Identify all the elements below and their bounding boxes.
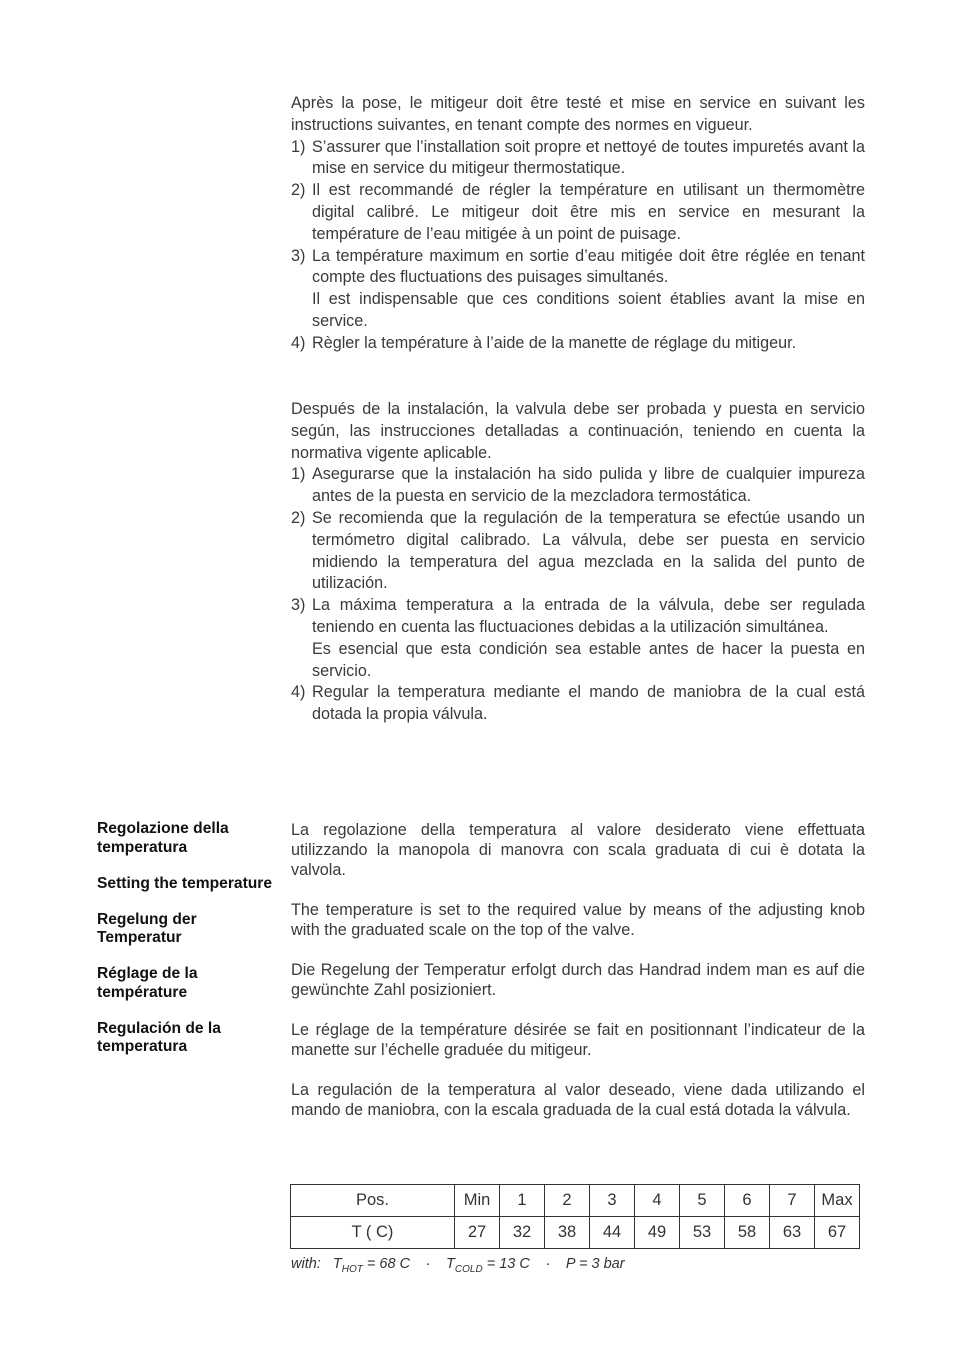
heading-french: Réglage de la température <box>97 965 198 1001</box>
table-cell: 4 <box>635 1185 680 1217</box>
note-t-cold: T <box>446 1256 455 1272</box>
paragraph-english: The temperature is set to the required value by means of the adjusting knob with the graduated scale on the top of the valve. <box>291 901 865 939</box>
list-item <box>291 464 865 508</box>
note-separator: · <box>545 1256 551 1272</box>
table-cell: 5 <box>680 1185 725 1217</box>
heading-italian: Regolazione della temperatura <box>97 820 229 856</box>
list-number: 1) <box>291 465 306 484</box>
paragraph-italian: La regolazione della temperatura al valore desiderato viene effettuata utilizzando la manopola di manovra con scala graduata di cui è dotata la valvola. <box>291 821 865 879</box>
note-t-hot: T <box>332 1256 342 1272</box>
table-cell: 44 <box>590 1217 635 1249</box>
note-cold-value: = 13 C <box>482 1256 530 1272</box>
table-cell: 53 <box>680 1217 725 1249</box>
table-cell: 3 <box>590 1185 635 1217</box>
list-number: 4) <box>291 333 306 352</box>
french-intro: Après la pose, le mitigeur doit être testé et mise en service en suivant les instructions suivantes, en tenant compte des normes en vigueur. <box>291 94 865 134</box>
note-hot-value: = 68 C <box>362 1256 411 1272</box>
position-temperature-table <box>290 1184 860 1249</box>
heading-english: Setting the temperature <box>97 874 273 892</box>
table-cell: Max <box>815 1185 860 1217</box>
table-cell: 38 <box>545 1217 590 1249</box>
list-item <box>291 180 865 245</box>
list-item <box>291 333 865 355</box>
row-label: Pos. <box>291 1185 455 1217</box>
list-item <box>291 137 865 181</box>
table-cell: 49 <box>635 1217 680 1249</box>
list-number: 3) <box>291 596 306 615</box>
list-text: S’assurer que l’installation soit propre et nettoyé de toutes impuretés avant la mise en service du mitigeur thermostatique. <box>312 137 865 178</box>
table-cell: 6 <box>725 1185 770 1217</box>
table-cell: 32 <box>500 1217 545 1249</box>
list-text: Il est recommandé de régler la température en utilisant un thermomètre digital calibré. Le mitigeur doit être mis en service en mesurant la température de l’eau mitigée à un point de puisage. <box>312 181 865 243</box>
table-row <box>291 1217 860 1249</box>
table-cell: 1 <box>500 1185 545 1217</box>
list-number: 3) <box>291 246 306 265</box>
table-cell: 58 <box>725 1217 770 1249</box>
list-number: 2) <box>291 181 306 200</box>
heading-german: Regelung der Temperatur <box>97 910 197 946</box>
paragraph-french: Le réglage de la température désirée se fait en positionnant l’indicateur de la manette sur l’échelle graduée du mitigeur. <box>291 1021 865 1059</box>
list-number: 4) <box>291 683 306 702</box>
spanish-section <box>291 399 865 726</box>
list-text: La température maximum en sortie d’eau mitigée doit être réglée en tenant compte des fluctuations des puisages simultanés. <box>312 246 865 287</box>
table-cell: Min <box>455 1185 500 1217</box>
note-hot-sub: HOT <box>341 1263 363 1275</box>
list-text: Règler la température à l’aide de la manette de réglage du mitigeur. <box>312 333 797 352</box>
list-item <box>291 682 865 726</box>
list-text: Es esencial que esta condición sea estable antes de hacer la puesta en servicio. <box>312 639 865 680</box>
list-item <box>291 246 865 333</box>
table-cell: 2 <box>545 1185 590 1217</box>
french-section <box>291 93 865 355</box>
paragraph-german: Die Regelung der Temperatur erfolgt durch das Handrad indem man es auf die gewünchte Zahl posizioniert. <box>291 961 865 999</box>
table-row <box>291 1185 860 1217</box>
note-with: with: <box>291 1256 321 1272</box>
spanish-intro: Después de la instalación, la valvula debe ser probada y puesta en servicio según, las instrucciones detalladas a continuación, teniendo en cuenta la normativa vigente aplicable. <box>291 400 865 462</box>
table-cell: 63 <box>770 1217 815 1249</box>
list-text: Se recomienda que la regulación de la temperatura se efectúe usando un termómetro digital calibrado. La válvula, debe ser puesta en servicio midiendo la temperatura del agua mezclada en la salida del punto de utilización. <box>312 508 865 593</box>
note-pressure: P = 3 bar <box>565 1256 625 1272</box>
table-cell: 27 <box>455 1217 500 1249</box>
list-text: Regular la temperatura mediante el mando de maniobra de la cual está dotada la propia válvula. <box>312 683 865 724</box>
paragraph-spanish: La regulación de la temperatura al valor deseado, viene dada utilizando el mando de maniobra, con la escala graduada de la cual está dotada la válvula. <box>291 1081 865 1119</box>
row-label: T ( C) <box>291 1217 455 1249</box>
list-item <box>291 508 865 595</box>
note-cold-sub: COLD <box>454 1263 483 1275</box>
list-number: 2) <box>291 508 306 527</box>
table-cell: 67 <box>815 1217 860 1249</box>
list-item <box>291 595 865 682</box>
list-number: 1) <box>291 137 306 156</box>
list-text: Il est indispensable que ces conditions soient établies avant la mise en service. <box>312 290 865 330</box>
note-separator: · <box>425 1256 431 1272</box>
list-text: Asegurarse que la instalación ha sido pulida y libre de cualquier impureza antes de la puesta en servicio de la mezcladora termostática. <box>312 465 865 506</box>
table-cell: 7 <box>770 1185 815 1217</box>
conditions-note <box>291 1256 625 1275</box>
section-headings <box>97 820 282 1074</box>
list-text: La máxima temperatura a la entrada de la válvula, debe ser regulada teniendo en cuenta las fluctuaciones debidas a la utilización simultánea. <box>312 596 865 636</box>
heading-spanish: Regulación de la temperatura <box>97 1019 221 1055</box>
